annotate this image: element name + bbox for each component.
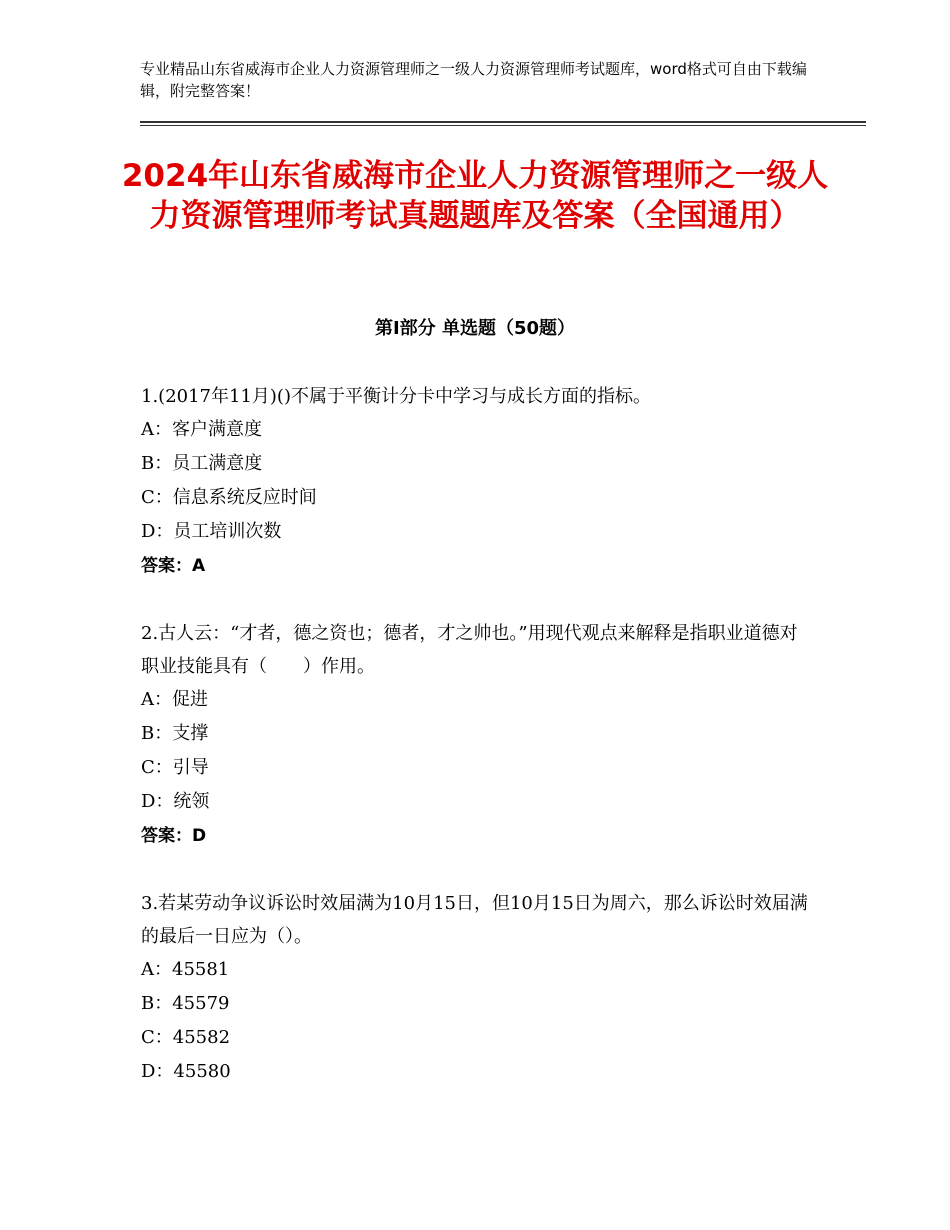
option-c: C：信息系统反应时间 [141,487,317,508]
option-d: D：45580 [141,1061,231,1082]
question-1 [141,380,811,583]
question-list [141,380,811,1123]
header-note: 专业精品山东省威海市企业人力资源管理师之一级人力资源管理师考试题库，word格式可自由下载编辑，附完整答案！ [140,60,807,100]
option-b: B：员工满意度 [141,453,263,474]
section-title: 第Ⅰ部分 单选题（50题） [374,318,575,339]
question-text: 1.(2017年11月)()不属于平衡计分卡中学习与成长方面的指标。 [141,386,651,407]
option-d: D：员工培训次数 [141,521,282,542]
document-title: 2024年山东省威海市企业人力资源管理师之一级人力资源管理师考试真题题库及答案（全国通用） [121,158,829,234]
option-b: B：支撑 [141,723,209,744]
answer-line: 答案：D [141,826,207,846]
option-a: A：促进 [141,689,208,710]
question-3 [141,887,811,1089]
option-a: A：客户满意度 [141,419,262,440]
header-divider [140,121,866,126]
option-c: C：引导 [141,757,209,778]
option-d: D：统领 [141,791,210,812]
option-a: A：45581 [141,959,230,980]
option-c: C：45582 [141,1027,231,1048]
question-text: 2.古人云：“才者，德之资也；德者，才之帅也。”用现代观点来解释是指职业道德对职业技能具有（ ）作用。 [141,623,798,677]
question-text: 3.若某劳动争议诉讼时效届满为10月15日，但10月15日为周六，那么诉讼时效届满的最后一日应为（）。 [141,893,808,947]
option-b: B：45579 [141,993,230,1014]
answer-line: 答案：A [141,556,206,576]
question-2 [141,617,811,853]
